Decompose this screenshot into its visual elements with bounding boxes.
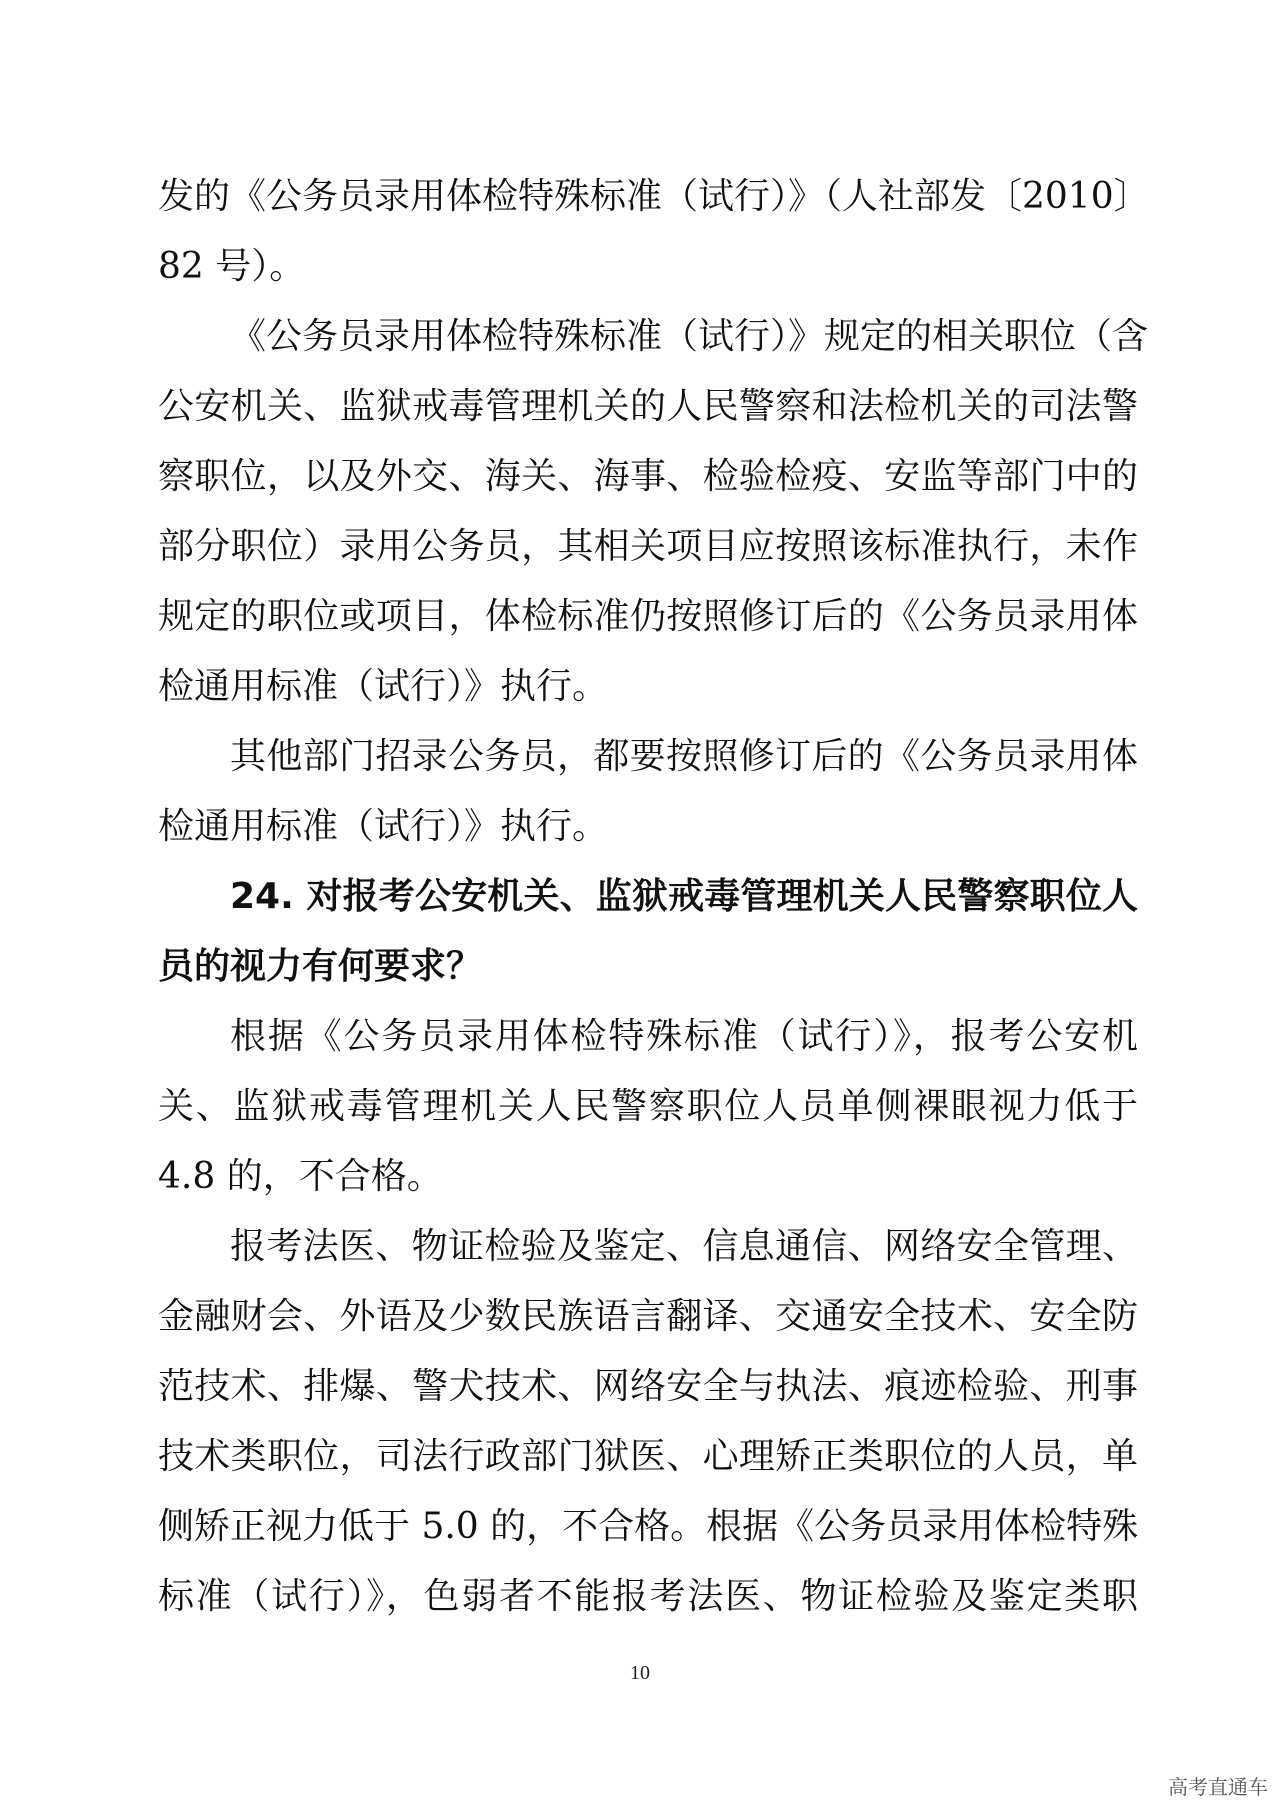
paragraph-line: 范技术、排爆、警犬技术、网络安全与执法、痕迹检验、刑事 [158,1366,1138,1407]
paragraph-line: 检通用标准（试行）》执行。 [158,806,609,847]
paragraph-line: 发的《公务员录用体检特殊标准（试行）》（人社部发〔2010〕 [158,176,1150,217]
paragraph-line: 报考法医、物证检验及鉴定、信息通信、网络安全管理、 [230,1226,1138,1267]
paragraph-line: 公安机关、监狱戒毒管理机关的人民警察和法检机关的司法警 [158,386,1138,427]
paragraph-line: 金融财会、外语及少数民族语言翻译、交通安全技术、安全防 [158,1296,1138,1337]
paragraph-line: 关、监狱戒毒管理机关人民警察职位人员单侧裸眼视力低于 [158,1086,1138,1127]
paragraph-line: 检通用标准（试行）》执行。 [158,666,609,707]
page-number: 10 [630,1662,650,1684]
paragraph-line: 《公务员录用体检特殊标准（试行）》规定的相关职位（含 [230,316,1149,357]
paragraph-line: 规定的职位或项目，体检标准仍按照修订后的《公务员录用体 [158,596,1138,637]
paragraph-line: 4.8 的，不合格。 [158,1156,443,1197]
section-heading: 24. 对报考公安机关、监狱戒毒管理机关人民警察职位人 [230,876,1138,917]
paragraph-line: 侧矫正视力低于 5.0 的，不合格。根据《公务员录用体检特殊 [158,1506,1139,1547]
paragraph-line: 技术类职位，司法行政部门狱医、心理矫正类职位的人员，单 [158,1436,1138,1477]
paragraph-line: 其他部门招录公务员，都要按照修订后的《公务员录用体 [230,736,1138,777]
paragraph-line: 根据《公务员录用体检特殊标准（试行）》，报考公安机 [230,1016,1138,1057]
paragraph-line: 82 号）。 [158,246,306,287]
watermark: 高考直通车 [1168,1775,1268,1799]
paragraph-line: 察职位，以及外交、海关、海事、检验检疫、安监等部门中的 [158,456,1138,497]
section-heading: 员的视力有何要求？ [158,946,483,987]
paragraph-line: 部分职位）录用公务员，其相关项目应按照该标准执行，未作 [158,526,1138,567]
document-body [158,162,1150,1632]
paragraph-line: 标准（试行）》，色弱者不能报考法医、物证检验及鉴定类职 [158,1576,1138,1617]
